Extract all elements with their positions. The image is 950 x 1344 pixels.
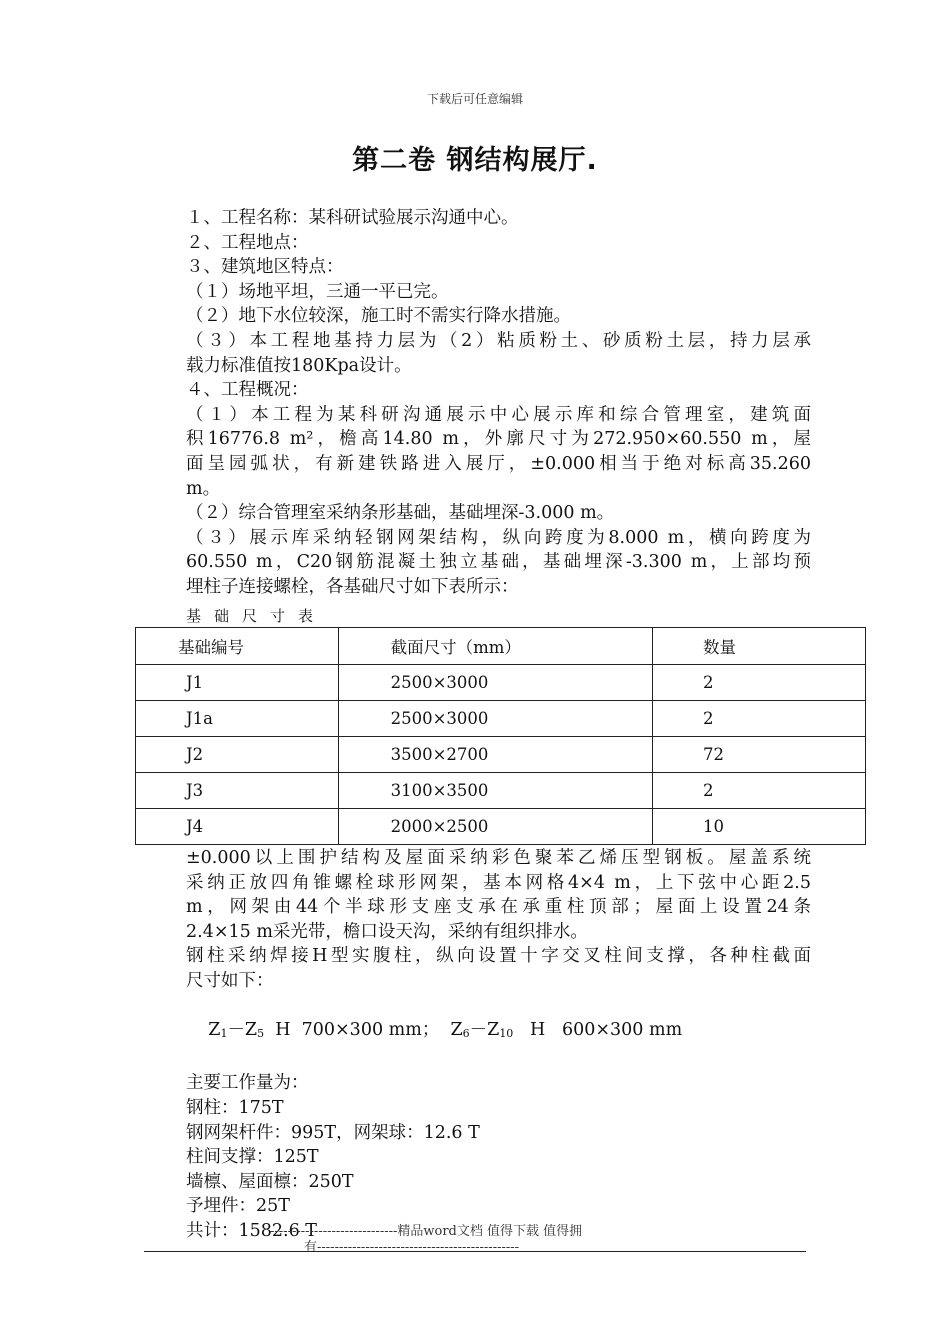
column-spec-line (186, 994, 811, 1072)
table-row (136, 737, 866, 773)
cell-id: J1a (136, 701, 339, 737)
cell-size: 2500×3000 (338, 665, 652, 701)
overview-3-b: 60.550 m，C20钢筋混凝土独立基础，基础埋深-3.300 m，上部均预 (186, 552, 811, 573)
table-header-row (136, 628, 866, 665)
cell-quantity: 2 (652, 665, 865, 701)
column-label-b: Z (450, 1020, 463, 1041)
site-feature-3-a: （３）本工程地基持力层为（2）粘质粉土、砂质粉土层，持力层承 (186, 330, 811, 351)
overview-2: （２）综合管理室采纳条形基础，基础埋深-3.000 m。 (186, 503, 615, 524)
cell-quantity: 72 (652, 737, 865, 773)
intro-section (186, 206, 811, 600)
table-row (136, 665, 866, 701)
overview-1-d: m。 (186, 478, 221, 499)
quantity-steel-columns: 钢柱：175T (186, 1097, 284, 1118)
column-sub-6: 6 (462, 1027, 470, 1041)
column-range-a: －Z (227, 1020, 258, 1041)
document-title: 第二卷 钢结构展厅. (352, 145, 598, 176)
table-row (136, 809, 866, 845)
header-note: 下载后可任意编辑 (426, 92, 523, 106)
quantity-bracing: 柱间支撑：125T (186, 1147, 319, 1168)
site-feature-2: （２）地下水位较深，施工时不需实行降水措施。 (186, 306, 571, 327)
envelope-line-4: 2.4×15 m采光带，檐口设天沟，采纳有组织排水。 (186, 921, 588, 942)
column-range-b: －Z (469, 1020, 500, 1041)
cell-id: J3 (136, 773, 339, 809)
quantity-heading: 主要工作量为： (186, 1073, 309, 1094)
cell-size: 2000×2500 (338, 809, 652, 845)
envelope-line-2: 采纳正放四角锥螺栓球形网架，基本网格4×4 m，上下弦中心距2.5 (186, 872, 811, 893)
column-spec-b: H 600×300 mm (513, 1020, 683, 1041)
overview-1-a: （１）本工程为某科研沟通展示中心展示库和综合管理室，建筑面 (186, 404, 811, 425)
column-label-a: Z (208, 1020, 221, 1041)
site-feature-3-b: 载力标准值按180Kpa设计。 (186, 355, 412, 376)
header-foundation-id: 基础编号 (136, 628, 339, 665)
header-section-size: 截面尺寸（mm） (338, 628, 652, 665)
envelope-line-1: ±0.000以上围护结构及屋面采纳彩色聚苯乙烯压型钢板。屋盖系统 (186, 848, 811, 868)
overview-heading: ４、工程概况： (186, 380, 309, 401)
footer-text-line-1: -----------------------------精品word文档 值得下载 值得拥 (270, 1224, 583, 1239)
footer-text-line-2: 有---------------------------------------------- (304, 1240, 520, 1255)
header-quantity: 数量 (652, 628, 865, 665)
project-location-line: ２、工程地点： (186, 232, 309, 253)
overview-1-b: 积16776.8 m²，檐高14.80 m，外廓尺寸为272.950×60.550 m，屋 (186, 429, 811, 450)
cell-size: 3500×2700 (338, 737, 652, 773)
quantity-purlins: 墙檩、屋面檩：250T (186, 1171, 354, 1192)
overview-3-a: （３）展示库采纳轻钢网架结构，纵向跨度为8.000 m，横向跨度为 (186, 527, 811, 548)
table-row (136, 701, 866, 737)
table-caption: 基础尺寸表 (186, 607, 327, 625)
site-feature-1: （１）场地平坦，三通一平已完。 (186, 281, 449, 302)
cell-id: J4 (136, 809, 339, 845)
project-name-line: １、工程名称：某科研试验展示沟通中心。 (186, 208, 519, 228)
quantity-grid-members: 钢网架杆件：995T，网架球：12.6 T (186, 1122, 480, 1143)
envelope-line-3: m，网架由44个半球形支座支承在承重柱顶部；屋面上设置24条 (186, 897, 811, 918)
cell-quantity: 2 (652, 701, 865, 737)
table-row (136, 773, 866, 809)
structure-section (186, 846, 811, 1244)
cell-id: J1 (136, 665, 339, 701)
site-features-heading: ３、建筑地区特点： (186, 257, 344, 278)
cell-id: J2 (136, 737, 339, 773)
overview-1-c: 面呈园弧状，有新建铁路进入展厅，±0.000相当于绝对标高35.260 (186, 453, 811, 474)
column-desc-line-1: 钢柱采纳焊接H型实腹柱，纵向设置十字交叉柱间支撑，各种柱截面 (186, 946, 811, 967)
column-desc-line-2: 尺寸如下： (186, 970, 274, 991)
quantity-embedded: 予埋件：25T (186, 1196, 290, 1217)
overview-3-c: 埋柱子连接螺栓，各基础尺寸如下表所示： (186, 576, 519, 597)
cell-size: 2500×3000 (338, 701, 652, 737)
cell-quantity: 10 (652, 809, 865, 845)
quantity-total: 共计：1582.6 T (186, 1220, 317, 1241)
column-spec-a: H 700×300 mm； (264, 1020, 451, 1041)
foundation-size-table (135, 627, 866, 845)
cell-size: 3100×3500 (338, 773, 652, 809)
column-sub-5: 5 (257, 1027, 265, 1041)
cell-quantity: 2 (652, 773, 865, 809)
footer-divider (144, 1251, 806, 1252)
column-sub-10: 10 (499, 1027, 514, 1041)
column-sub-1: 1 (220, 1027, 228, 1041)
